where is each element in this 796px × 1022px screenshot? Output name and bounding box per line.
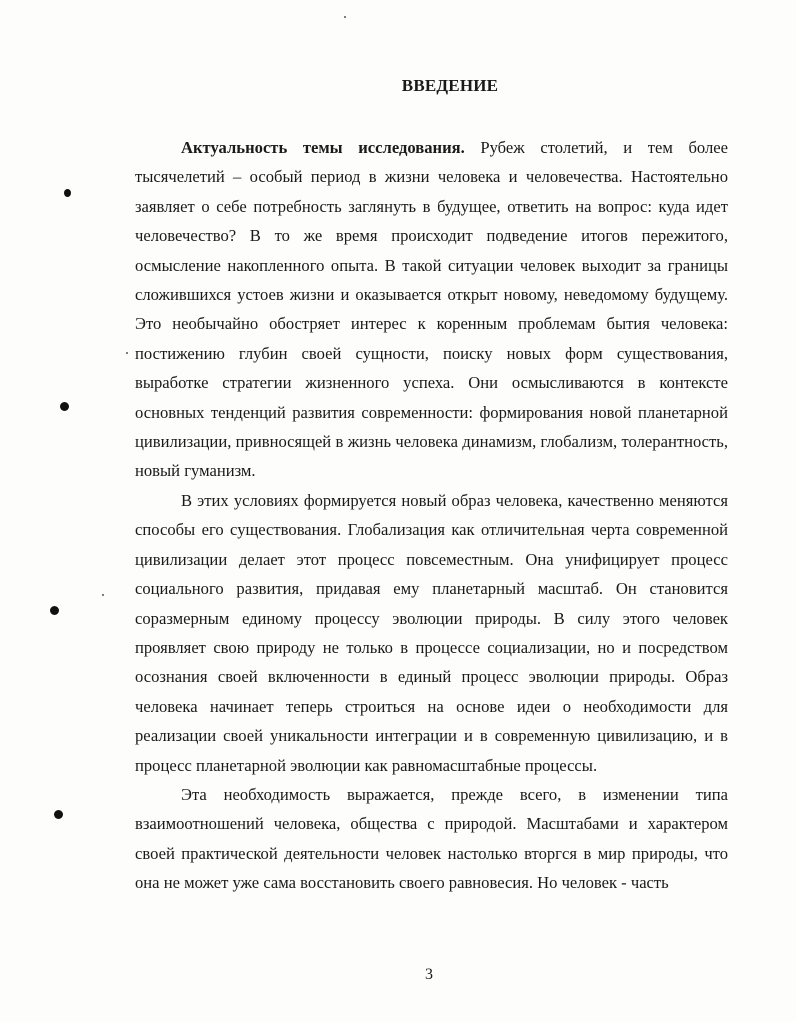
paragraph [135,780,728,898]
paragraph-text: Эта необходимость выражается, прежде всего, в изменении типа взаимоотношений человека, общества с природой. Масштабами и характером своей практической деятельности человек настолько вторгся в мир природы, что она не может уже сама восстановить своего равновесия. Но человек - часть [135,784,728,893]
punch-hole-mark [54,810,63,819]
punch-hole-mark [50,606,59,615]
document-title: ВВЕДЕНИЕ [401,76,499,95]
paragraph-text: В этих условиях формируется новый образ человека, качественно меняются способы его существования. Глобализация как отличительная черта современной цивилизации делает этот процесс повсеместным. Она унифицирует процесс социального развития, придавая ему планетарный масштаб. Он становится соразмерным единому процессу эволюции природы. В силу этого человек проявляет свою природу не только в процессе социализации, но и посредством осознания своей включенности в единый процесс эволюции природы. Образ человека начинает теперь строиться на основе идеи о необходимости для реализации своей уникальности интеграции и в современную цивилизацию, и в процесс планетарной эволюции как равномасштабные процессы. [135,490,728,775]
punch-hole-mark [60,402,69,411]
document-body [135,133,728,898]
paragraph-lead: Актуальность темы исследования. [181,138,465,157]
page-number: 3 [425,966,433,983]
paragraph-text: Рубеж столетий, и тем более тысячелетий – особый период в жизни человека и человечества. Настоятельно заявляет о себе потребность заглянуть в будущее, ответить на вопрос: куда идет человечество? В то же время происходит подведение итогов пережитого, осмысление накопленного опыта. В такой ситуации человек выходит за границы сложившихся устоев жизни и оказывается открыт новому, неведомому будущему. Это необычайно обостряет интерес к коренным проблемам бытия человека: постижению глубин своей сущности, поиску новых форм существования, выработке стратегии жизненного успеха. Они осмысливаются в контексте основных тенденций развития современности: формирования новой планетарной цивилизации, привносящей в жизнь человека динамизм, глобализм, толерантность, новый гуманизм. [135,138,728,481]
punch-hole-mark [64,189,71,197]
scan-speck [102,594,104,596]
scan-speck [126,352,128,354]
paragraph [135,133,728,486]
scan-speck [344,16,346,18]
paragraph [135,486,728,780]
